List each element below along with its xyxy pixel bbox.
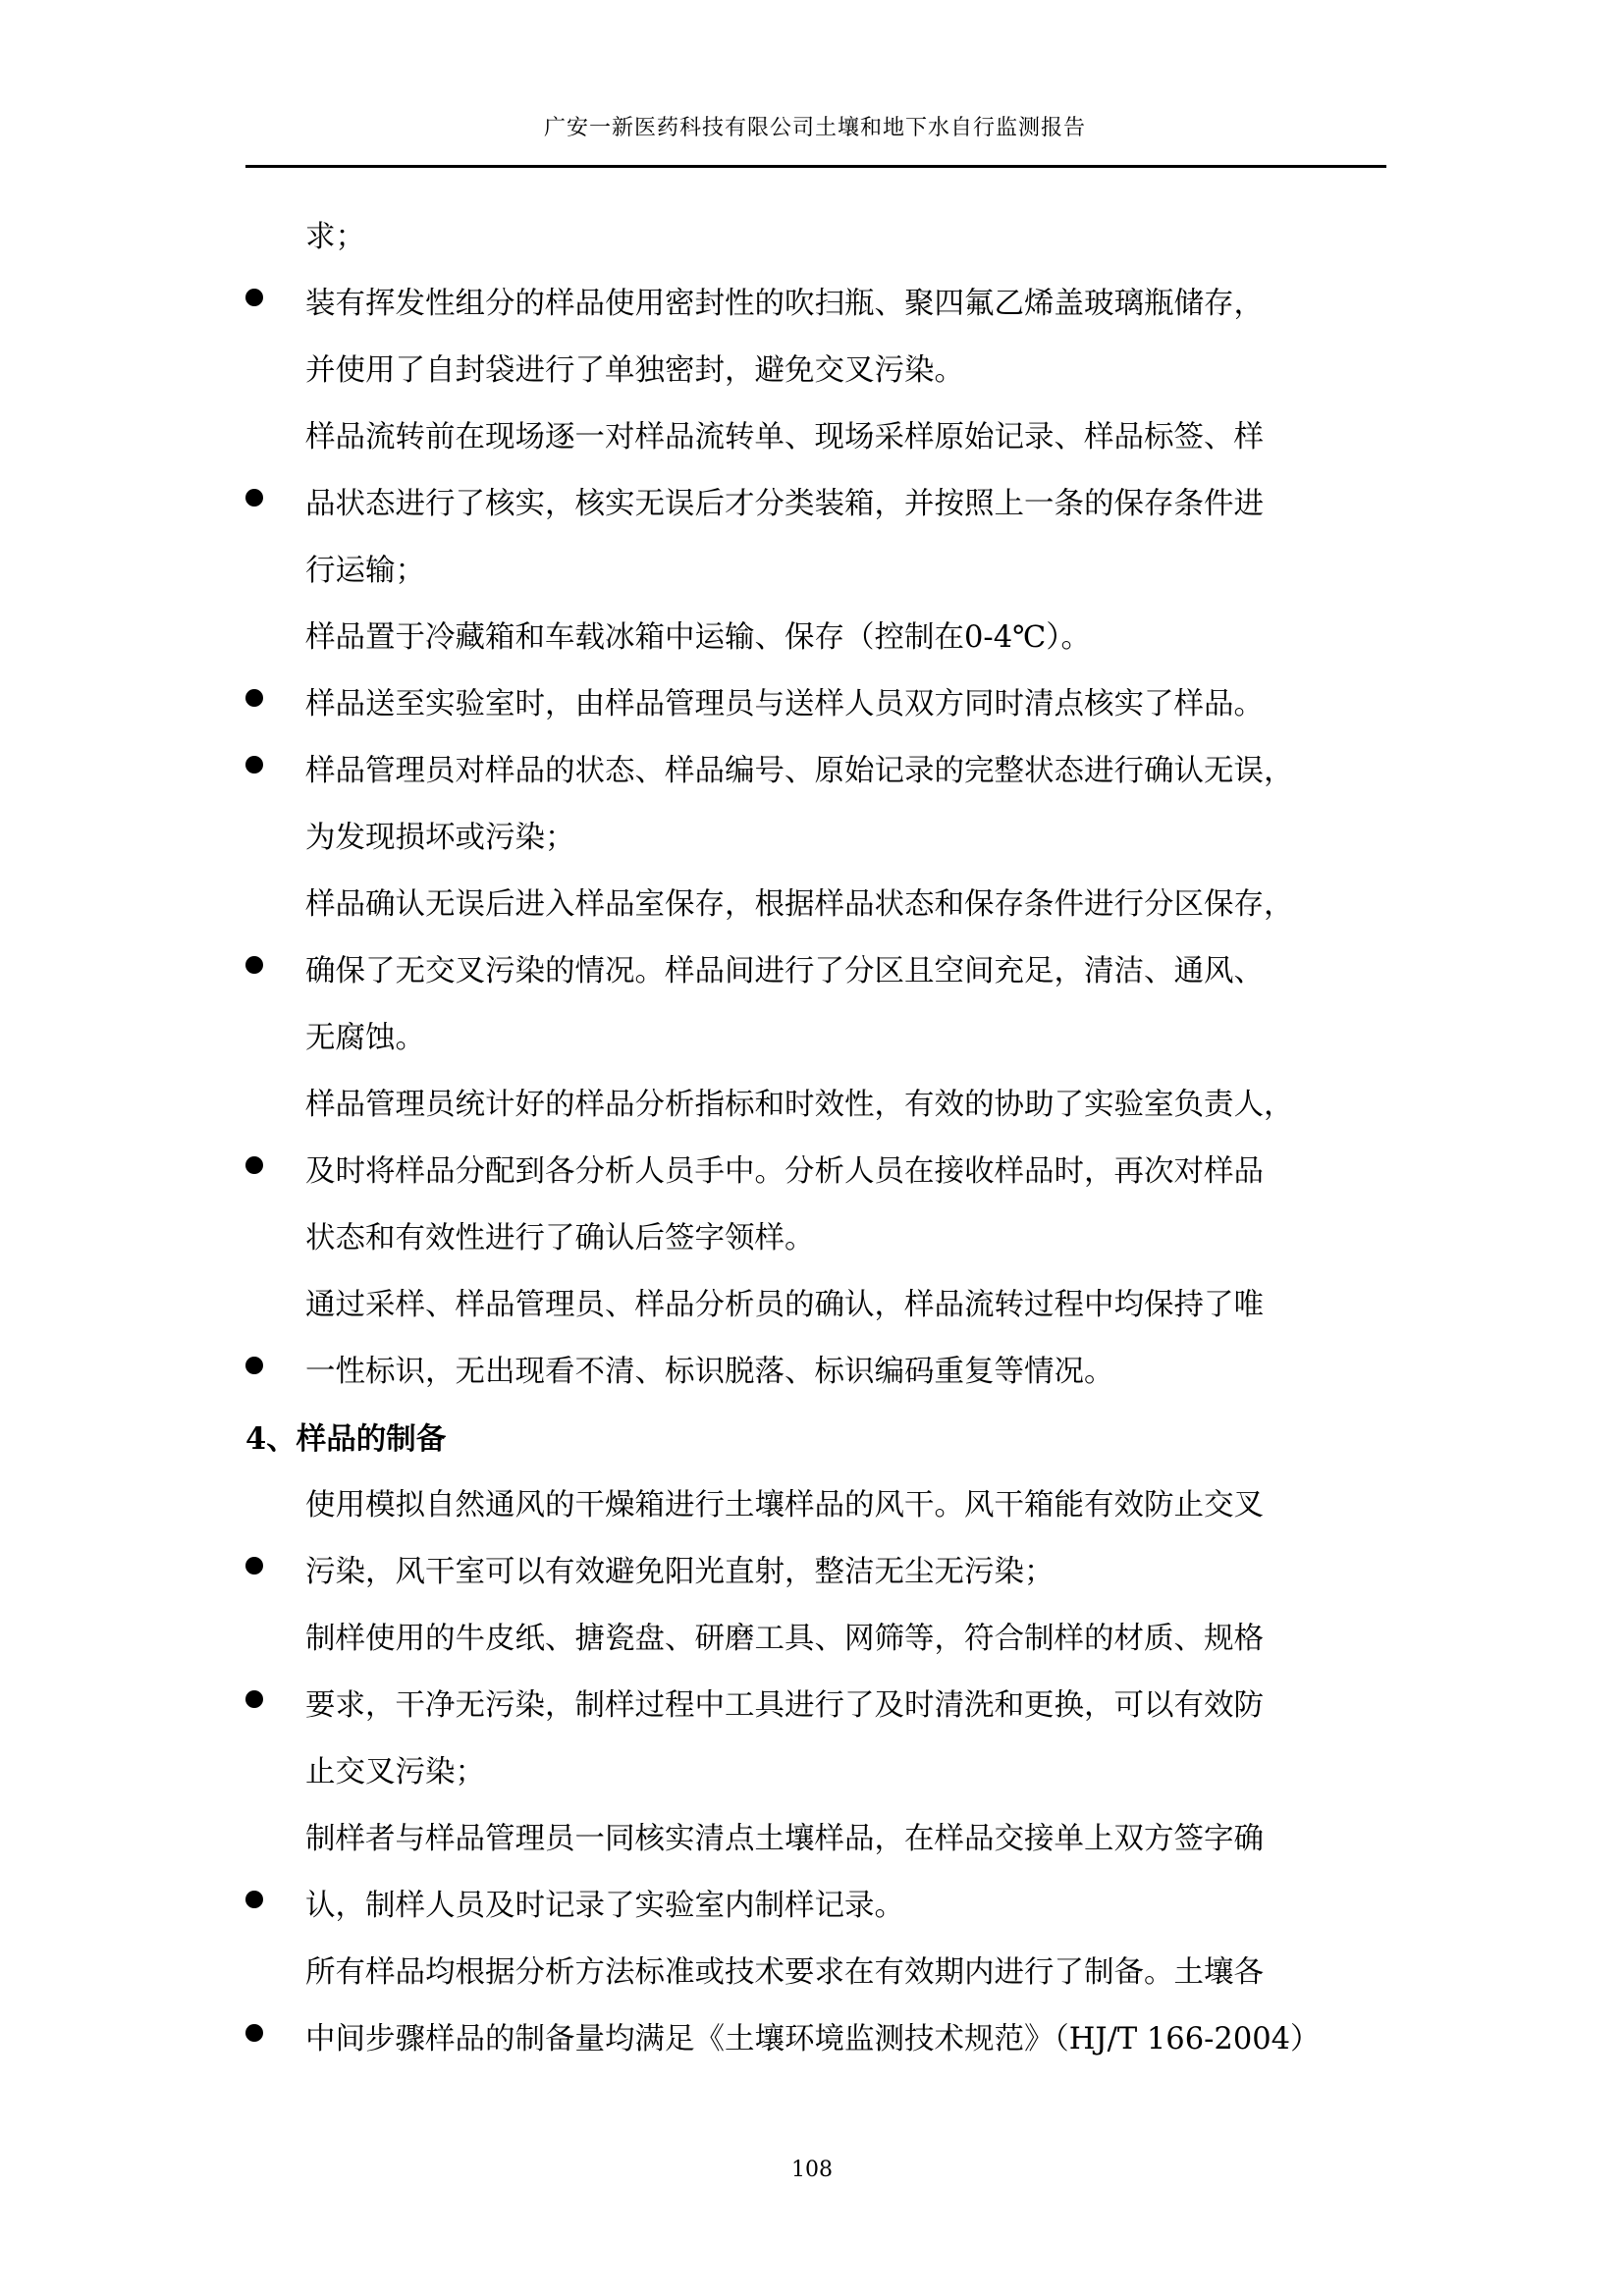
text-line: 污染，风干室可以有效避免阳光直射，整洁无尘无污染； [305, 1555, 1055, 1589]
bullet-icon [245, 689, 263, 707]
section-heading: 4、样品的制备 [245, 1421, 447, 1457]
text-line: 样品确认无误后进入样品室保存，根据样品状态和保存条件进行分区保存， [305, 887, 1294, 922]
text-line: 制样使用的牛皮纸、搪瓷盘、研磨工具、网筛等，符合制样的材质、规格 [305, 1622, 1264, 1656]
text-line: 通过采样、样品管理员、样品分析员的确认，样品流转过程中均保持了唯 [305, 1288, 1264, 1322]
text-line: 行运输； [305, 554, 425, 588]
text-line: 一性标识，无出现看不清、标识脱落、标识编码重复等情况。 [305, 1355, 1114, 1389]
page-number: 108 [791, 2158, 833, 2182]
text-line: 无腐蚀。 [305, 1021, 425, 1055]
text-line: 所有样品均根据分析方法标准或技术要求在有效期内进行了制备。土壤各 [305, 1955, 1264, 1990]
text-line: 使用模拟自然通风的干燥箱进行土壤样品的风干。风干箱能有效防止交叉 [305, 1488, 1264, 1522]
text-line: 认，制样人员及时记录了实验室内制样记录。 [305, 1889, 904, 1923]
bullet-icon [245, 1357, 263, 1374]
text-line: 要求，干净无污染，制样过程中工具进行了及时清洗和更换，可以有效防 [305, 1688, 1264, 1723]
text-line: 样品管理员统计好的样品分析指标和时效性，有效的协助了实验室负责人， [305, 1088, 1294, 1122]
header-divider [245, 165, 1386, 168]
bullet-icon [245, 1891, 263, 1908]
text-line: 样品流转前在现场逐一对样品流转单、现场采样原始记录、样品标签、样 [305, 420, 1264, 454]
text-line: 中间步骤样品的制备量均满足《土壤环境监测技术规范》（HJ/T 166-2004） [305, 2022, 1321, 2056]
bullet-icon [245, 489, 263, 507]
text-line: 并使用了自封袋进行了单独密封，避免交叉污染。 [305, 353, 964, 388]
text-line: 品状态进行了核实，核实无误后才分类装箱，并按照上一条的保存条件进 [305, 487, 1264, 521]
text-line: 状态和有效性进行了确认后签字领样。 [305, 1221, 815, 1255]
text-line: 样品送至实验室时，由样品管理员与送样人员双方同时清点核实了样品。 [305, 687, 1264, 721]
text-line: 求； [305, 220, 365, 254]
text-line: 制样者与样品管理员一同核实清点土壤样品，在样品交接单上双方签字确 [305, 1822, 1264, 1856]
text-line: 确保了无交叉污染的情况。样品间进行了分区且空间充足，清洁、通风、 [305, 954, 1264, 988]
bullet-icon [245, 956, 263, 974]
bullet-icon [245, 2024, 263, 2042]
bullet-icon [245, 756, 263, 774]
text-line: 样品管理员对样品的状态、样品编号、原始记录的完整状态进行确认无误， [305, 754, 1294, 788]
text-line: 为发现损坏或污染； [305, 821, 575, 855]
page-header-title: 广安一新医药科技有限公司土壤和地下水自行监测报告 [543, 116, 1086, 140]
text-line: 样品置于冷藏箱和车载冰箱中运输、保存（控制在0-4℃）。 [305, 620, 1091, 655]
bullet-icon [245, 1557, 263, 1575]
bullet-icon [245, 1690, 263, 1708]
text-line: 止交叉污染； [305, 1755, 485, 1789]
text-line: 装有挥发性组分的样品使用密封性的吹扫瓶、聚四氟乙烯盖玻璃瓶储存， [305, 287, 1264, 321]
bullet-icon [245, 289, 263, 306]
bullet-icon [245, 1156, 263, 1174]
text-line: 及时将样品分配到各分析人员手中。分析人员在接收样品时，再次对样品 [305, 1154, 1264, 1189]
